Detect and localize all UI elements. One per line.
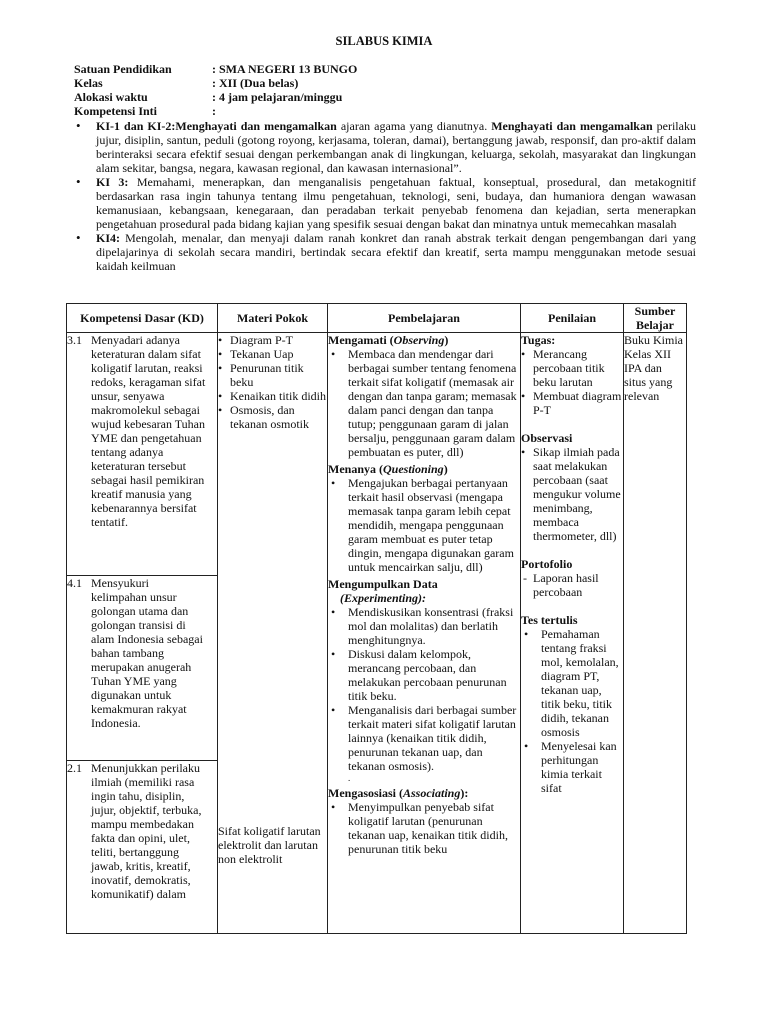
mengumpulkan-head: Mengumpulkan Data	[328, 577, 438, 591]
materi-spacer	[218, 431, 327, 824]
kd-cell-4-1	[67, 576, 218, 761]
list-item: • Tekanan Uap	[218, 347, 327, 361]
list-item: • Menganalisis dari berbagai sumber terkait materi sifat koligatif larutan lainnya (kenaikan titik didih, penurunan tekanan uap, dan tekanan osmosis).	[328, 703, 520, 773]
menanya-heading: Menanya (Questioning)	[328, 462, 448, 476]
mengamati-list	[328, 347, 520, 459]
mengumpulkan-list	[328, 605, 520, 773]
list-item: • Menyimpulkan penyebab sifat koligatif larutan (penurunan tekanan uap, kenaikan titik didih, penurunan titik beku	[328, 800, 520, 856]
ki12-bold2: Menghayati dan mengamalkan	[491, 119, 653, 133]
meta-row	[74, 90, 357, 104]
table-header-row	[67, 304, 687, 333]
menanya-head: Menanya (	[328, 462, 383, 476]
tes-heading: Tes tertulis	[521, 613, 578, 627]
ki4-head: KI4:	[96, 231, 120, 245]
sumber-text: Buku Kimia Kelas XII IPA dan situs yang relevan	[624, 333, 683, 403]
kd-number: 2.1	[67, 761, 82, 775]
kd-number: 4.1	[67, 576, 82, 590]
meta-key: Alokasi waktu	[74, 90, 148, 104]
kd-text: Menyadari adanya keteraturan dalam sifat koligatif larutan, reaksi redoks, keragaman sifat unsur, senyawa makromolekul sebagai wujud kebesaran Tuhan YME dan pengetahuan tentang adanya keteraturan tersebut sebagai hasil pemikiran kreatif manusia yang kebenarannya bersifat tentatif.	[91, 333, 206, 529]
menanya-en: Questioning	[383, 462, 444, 476]
mengasosiasi-heading: Mengasosiasi (Associating):	[328, 786, 469, 800]
ki12-mid: ajaran agama yang dianutnya.	[336, 119, 492, 133]
portofolio-list	[521, 571, 623, 599]
tugas-heading: Tugas:	[521, 333, 556, 347]
meta-key: Kelas	[74, 76, 103, 90]
meta-value: : SMA NEGERI 13 BUNGO	[212, 62, 358, 76]
kompetensi-inti-list	[74, 119, 696, 273]
meta-value: : XII (Dua belas)	[212, 76, 299, 90]
menanya-list	[328, 476, 520, 574]
list-item: • Pemahaman tentang fraksi mol, kemolalan, diagram PT, tekanan uap, titik beku, titik didih, tekanan osmosis	[521, 627, 623, 739]
mengasosiasi-list	[328, 800, 520, 856]
portofolio-heading: Portofolio	[521, 557, 573, 571]
kd-number: 3.1	[67, 333, 82, 347]
meta-block	[74, 62, 357, 118]
mengasosiasi-head: Mengasosiasi (	[328, 786, 403, 800]
materi-bottom: Sifat koligatif larutan elektrolit dan larutan non elektrolit	[218, 824, 321, 866]
list-item: • Membaca dan mendengar dari berbagai sumber tentang fenomena terkait sifat koligatif (memasak air dengan dan tanpa garam; memasak dalam panci dengan dan tanpa tutup; penggunaan garam di jalan bersalju, penggunaan garam dalam pembuatan es puter, dll)	[328, 347, 520, 459]
kd-cell-2-1	[67, 761, 218, 934]
sumber-cell	[624, 333, 687, 934]
ki-item-3	[74, 175, 696, 231]
syllabus-table	[66, 303, 687, 934]
ki3-head: KI 3:	[96, 175, 129, 189]
meta-row	[74, 62, 357, 76]
list-item: • Sikap ilmiah pada saat melakukan percobaan (saat mengukur volume menimbang, membaca thermometer, dll)	[521, 445, 623, 543]
dot-mark: .	[348, 773, 351, 783]
list-item: • Osmosis, dan tekanan osmotik	[218, 403, 327, 431]
list-item: • Mengajukan berbagai pertanyaan terkait hasil observasi (mengapa memasak tanpa garam lebih cepat mendidih, mengapa penggunaan garam membuat es puter tetap dingin, mengapa digunakan garam untuk mencairkan salju, dll)	[328, 476, 520, 574]
materi-cell	[218, 333, 328, 934]
list-item: • Merancang percobaan titik beku larutan	[521, 347, 623, 389]
ki12-head: KI-1 dan KI-2:Menghayati dan mengamalkan	[96, 119, 337, 133]
observasi-list	[521, 445, 623, 543]
header-sumber: Sumber Belajar	[624, 304, 687, 333]
kd-text: Mensyukuri kelimpahan unsur golongan utama dan golongan transisi di alam Indonesia sebagai bahan tambang merupakan anugerah Tuhan YME yang digunakan untuk kemakmuran rakyat Indonesia.	[91, 576, 203, 730]
header-materi: Materi Pokok	[218, 304, 328, 333]
meta-row	[74, 104, 357, 118]
pembelajaran-cell	[328, 333, 521, 934]
mengasosiasi-en: Associating	[403, 786, 461, 800]
list-item: • Penurunan titik beku	[218, 361, 327, 389]
meta-key: Kompetensi Inti	[74, 104, 158, 118]
list-item: • Menyelesai kan perhitungan kimia terkait sifat	[521, 739, 623, 795]
list-item: • Kenaikan titik didih	[218, 389, 327, 403]
list-item: • Mendiskusikan konsentrasi (fraksi mol dan molalitas) dan berlatih menghitungnya.	[328, 605, 520, 647]
observasi-heading: Observasi	[521, 431, 573, 445]
meta-value: :	[212, 104, 216, 118]
mengamati-en: Observing	[393, 333, 445, 347]
list-item: • Membuat diagram P-T	[521, 389, 623, 417]
ki4-text: Mengolah, menalar, dan menyaji dalam ranah konkret dan ranah abstrak terkait dengan pengembangan dari yang dipelajarinya di sekolah secara mandiri, bertindak secara efektif dan kreatif, serta mampu menggunakan metode sesuai kaidah keilmuan	[96, 231, 696, 273]
header-pembelajaran: Pembelajaran	[328, 304, 521, 333]
mengamati-heading: Mengamati (Observing)	[328, 333, 449, 347]
mengumpulkan-heading	[328, 577, 520, 605]
meta-row	[74, 76, 357, 90]
document-title: SILABUS KIMIA	[335, 34, 433, 48]
table-row	[67, 333, 687, 576]
ki-item-1-2	[74, 119, 696, 175]
header-kd: Kompetensi Dasar (KD)	[67, 304, 218, 333]
list-item: • Diskusi dalam kelompok, merancang percobaan, dan melakukan percobaan penurunan titik beku.	[328, 647, 520, 703]
tes-list	[521, 627, 623, 795]
mengamati-head: Mengamati (	[328, 333, 394, 347]
materi-list	[218, 333, 327, 431]
tugas-list	[521, 347, 623, 417]
kd-text: Menunjukkan perilaku ilmiah (memiliki rasa ingin tahu, disiplin, jujur, objektif, terbuka, mampu membedakan fakta dan opini, ulet, teliti, bertanggung jawab, kritis, kreatif, inovatif, demokratis, komunikatif) dalam	[91, 761, 202, 901]
penilaian-cell	[521, 333, 624, 934]
ki12-rest: perilaku jujur, disiplin, santun, peduli (gotong royong, kerjasama, toleran, damai), bertanggung jawab, responsif, dan pro-aktif dalam berinteraksi secara efektif sesuai dengan perkembangan anak di lingkungan, keluarga, sekolah, masyarakat dan lingkungan alam sekitar, bangsa, negara, kawasan regional, dan kawasan internasional”.	[96, 119, 696, 175]
list-item: • Diagram P-T	[218, 333, 327, 347]
mengumpulkan-en: (Experimenting):	[340, 591, 426, 605]
list-item: - Laporan hasil percobaan	[521, 571, 623, 599]
kd-cell-3-1	[67, 333, 218, 576]
ki3-text: Memahami, menerapkan, dan menganalisis pengetahuan faktual, konseptual, prosedural, dan metakognitif berdasarkan rasa ingin tahunya tentang ilmu pengetahuan, teknologi, seni, budaya, dan humaniora dengan wawasan kemanusiaan, kebangsaan, kenegaraan, dan peradaban terkait penyebab fenomena dan kejadian, serta menerapkan pengetahuan prosedural pada bidang kajian yang spesifik sesuai dengan bakat dan minatnya untuk memecahkan masalah	[96, 175, 697, 231]
ki-item-4	[74, 231, 696, 273]
header-penilaian: Penilaian	[521, 304, 624, 333]
meta-key: Satuan Pendidikan	[74, 62, 172, 76]
meta-value: : 4 jam pelajaran/minggu	[212, 90, 343, 104]
